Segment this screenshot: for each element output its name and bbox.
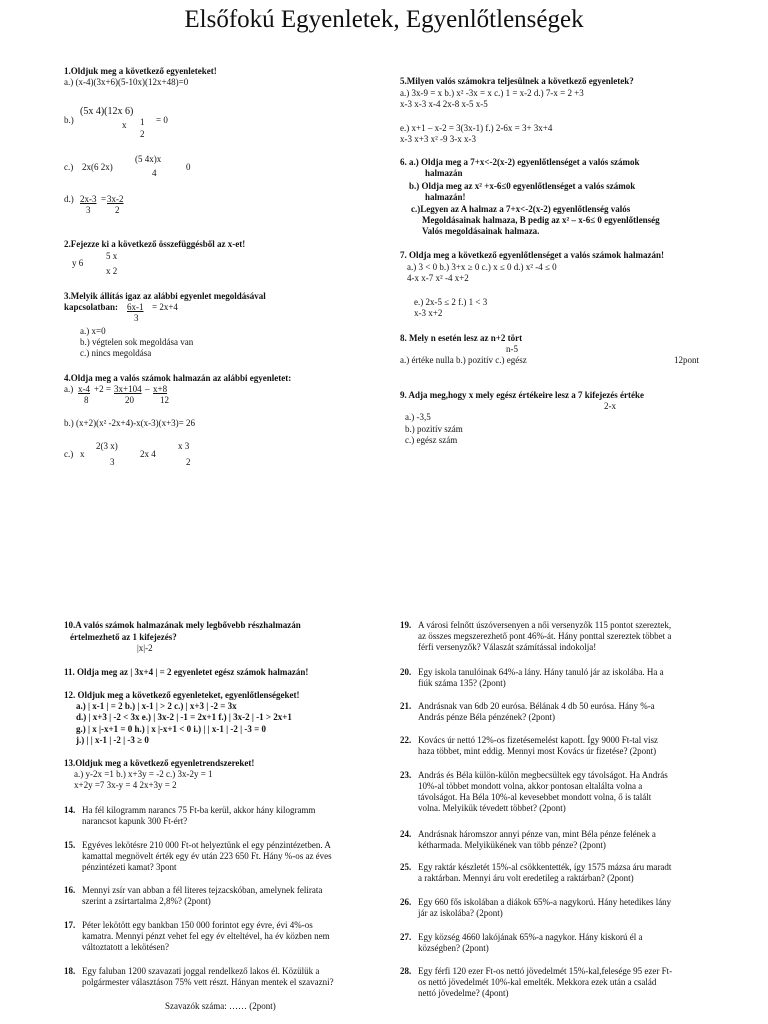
q25-text: Egy raktár készletét 15%-al csökkentették, így 1575 mázsa áru maradt a raktárban. Mennyi áru volt eredetileg a raktárban? (2pont) [418, 862, 672, 883]
q27-number: 27. [400, 932, 412, 942]
q9-a: a.) -3,5 [405, 412, 431, 422]
q10: 10.A valós számok halmazának mely legbővebb részhalmazán [64, 620, 301, 630]
q18-number: 18. [64, 966, 76, 976]
q12-line-2: d.) | x+3 | -2 < 3x e.) | 3x-2 | -1 = 2x+1 f.) | 3x-2 | -1 > 2x+1 [76, 712, 292, 722]
q1-c-label: c.) [64, 162, 74, 172]
q6-c-2: Megoldásainak halmaza, B pedig az x² – x-6≤ 0 egyenlőtlenség [422, 215, 660, 225]
q4-a-den3: 12 [160, 395, 169, 405]
q27-text: Egy község 4660 lakójának 65%-a nagykor. Hány kiskorú él a községben? (2pont) [418, 932, 643, 953]
q3-option-c: c.) nincs megoldása [80, 348, 152, 358]
q3-eq-rest: = 2x+4 [152, 302, 178, 312]
q9-b: b.) pozitív szám [405, 424, 463, 434]
q5-line-1: a.) 3x-9 = x b.) x² -3x = x c.) 1 = x-2 d.) 7-x = 2 +3 [400, 88, 584, 98]
q2-num: 5 x [106, 251, 118, 261]
q1-c-frac-den: 4 [152, 168, 157, 178]
q20-number: 20. [400, 667, 412, 677]
q12-line-1: a.) | x-1 | = 2 b.) | x-1 | > 2 c.) | x+3 | -2 = 3x [76, 701, 237, 711]
q6-a: 6. a.) Oldja meg a 7+x<-2(x-2) egyenlőtlenséget a valós számok [400, 157, 640, 167]
q10-2: értelmezhető az 1 kifejezés? [70, 632, 177, 642]
q4-c-label: c.) [64, 449, 74, 459]
q11: 11. Oldja meg az | 3x+4 | = 2 egyenletet egész számok halmazán! [64, 667, 309, 677]
q4-a-num2: 3x+104 [114, 384, 142, 394]
q4-c-num: 2(3 x) [96, 441, 118, 451]
q17-text: Péter lekötött egy bankban 150 000 forintot egy évre, évi 4%-os kamatra. Mennyi pénzt vehet fel egy év elteltével, ha év közben nem változtatott a lekötésen? [82, 920, 330, 952]
q20-text: Egy iskola tanulóinak 64%-a lány. Hány tanuló jár az iskolába. Ha a fiúk száma 135? (2pont) [418, 667, 664, 688]
q1-d-label: d.) [64, 194, 74, 204]
q3-eq-num: 6x-1 [127, 302, 144, 312]
q21-text: Andrásnak van 6db 20 eurósa. Bélának 4 db 50 eurósa. Hány %-a András pénze Béla pénzének? (2pont) [418, 701, 655, 722]
q4-heading: 4.Oldja meg a valós számok halmazán az alábbi egyenletet: [64, 373, 292, 383]
q4-a-minus: – [145, 384, 150, 394]
q1-b-frac-num: x [122, 120, 127, 130]
q1-b-expr: (5x 4)(12x 6) [80, 106, 134, 117]
q28-number: 28. [400, 966, 412, 976]
q3-eq-den: 3 [134, 313, 139, 323]
q7-line-1-den: 4-x x-7 x² -4 x+2 [407, 273, 469, 283]
q24-text: Andrásnak háromszor annyi pénze van, mint Béla pénze felének a kétharmada. Melyikükének van több pénze? (2pont) [418, 829, 656, 850]
q6-c: c.)Legyen az A halmaz a 7+x<-2(x-2) egyenlőtlenség valós [411, 204, 631, 214]
q13-line-2: x+2y =7 3x-y = 4 2x+3y = 2 [74, 780, 177, 790]
q1-d-right-den: 2 [115, 205, 120, 215]
q7-line-2: e.) 2x-5 ≤ 2 f.) 1 < 3 [414, 297, 488, 307]
q26-number: 26. [400, 897, 412, 907]
q5-line-2: e.) x+1 – x-2 = 3(3x-1) f.) 2-6x = 3+ 3x+4 [400, 123, 553, 133]
q3-heading: 3.Melyik állítás igaz az alábbi egyenlet megoldásával [64, 291, 266, 301]
q3-option-b: b.) végtelen sok megoldása van [80, 337, 194, 347]
q2-heading: 2.Fejezze ki a következő összefüggésből az x-et! [64, 239, 246, 249]
q15-number: 15. [64, 840, 76, 850]
q9-den: 2-x [604, 401, 616, 411]
q4-a-label: a.) [64, 384, 74, 394]
q4-c-den: 3 [110, 457, 115, 467]
q18-answer-line: Szavazók száma: …… (2pont) [165, 1001, 276, 1011]
q1-c-expr: 2x(6 2x) [82, 162, 113, 172]
q25-number: 25. [400, 862, 412, 872]
q23-number: 23. [400, 770, 412, 780]
q19-number: 19. [400, 620, 412, 630]
q4-a-num3: x+8 [153, 384, 168, 394]
q6-b: b.) Oldja meg az x² +x-6≤0 egyenlőtlenséget a valós számok [409, 181, 636, 191]
q8-den: n-5 [506, 344, 518, 354]
q19-text: A városi felnőtt úszóversenyen a női versenyzők 115 pontot szereztek, az összes megszerezhető pont 46%-át. Hány ponttal szereztek többet a férfi versenyzők? Válaszát számítással indokolja! [418, 620, 672, 652]
q4-a-num1: x-4 [78, 384, 90, 394]
q14-number: 14. [64, 805, 76, 815]
q8-options: a.) értéke nulla b.) pozitív c.) egész [400, 355, 527, 365]
q10-den: |x|-2 [137, 643, 153, 653]
q12-line-4: j.) | | x-1 | -2 | -3 ≥ 0 [76, 735, 149, 745]
q17-number: 17. [64, 920, 76, 930]
q21-number: 21. [400, 701, 412, 711]
q2-den: x 2 [106, 266, 118, 276]
q13-line-1: a.) y-2x =1 b.) x+3y = -2 c.) 3x-2y = 1 [74, 769, 213, 779]
q1-heading: 1.Oldjuk meg a következő egyenleteket! [64, 66, 217, 76]
q1-b-frac-sub-num: 1 [140, 117, 145, 127]
q1-b-eq: = 0 [156, 115, 168, 125]
q4-a-mid: +2 = [94, 384, 111, 394]
q1-c-frac-num: (5 4x)x [135, 154, 162, 164]
q4-c-x: x [80, 449, 85, 459]
q28-text: Egy férfi 120 ezer Ft-os nettó jövedelmét 15%-kal,felesége 95 ezer Ft- os nettó jövedelmét 10%-kal emelték. Mekkora ezek után a család nettó jövedelme? (4pont) [418, 966, 673, 998]
q16-number: 16. [64, 885, 76, 895]
q5-line-2-den: x-3 x+3 x² -9 3-x x-3 [400, 134, 477, 144]
q5-heading: 5.Milyen valós számokra teljesülnek a következő egyenletek? [400, 76, 634, 86]
q12: 12. Oldjuk meg a következő egyenleteket, egyenlőtlenségeket! [64, 690, 300, 700]
q5-line-1-den: x-3 x-3 x-4 2x-8 x-5 x-5 [400, 99, 488, 109]
q9-c: c.) egész szám [405, 435, 458, 445]
page-title: Elsőfokú Egyenletek, Egyenlőtlenségek [184, 6, 584, 33]
q24-number: 24. [400, 829, 412, 839]
q4-a-den2: 20 [125, 395, 134, 405]
q8-heading: 8. Mely n esetén lesz az n+2 tört [400, 333, 523, 343]
q16-text: Mennyi zsír van abban a fél literes tejzacskóban, amelynek felirata szerint a zsírtartalma 2,8%? (2pont) [82, 885, 323, 906]
q14-text: Ha fél kilogramm narancs 75 Ft-ba kerül, akkor hány kilogramm narancsot kapunk 300 Ft-ért? [82, 805, 316, 826]
q1-d-left-num: 2x-3 [80, 194, 97, 204]
q1-d-right-num: 3x-2 [107, 194, 124, 204]
q6-c-3: Valós megoldásainak halmaza. [422, 226, 540, 236]
q22-number: 22. [400, 735, 412, 745]
q22-text: Kovács úr nettó 12%-os fizetésemelést kapott. Így 9000 Ft-tal visz haza többet, mint eddig. Mennyi most Kovács úr fizetése? (2pont) [418, 735, 658, 756]
q8-points: 12pont [674, 355, 700, 365]
q4-c-mid: 2x 4 [140, 449, 156, 459]
q1-a: a.) (x-4)(3x+6)(5-10x)(12x+48)=0 [64, 77, 189, 87]
q4-c-den2: 2 [186, 457, 191, 467]
q13: 13.Oldjuk meg a következő egyenletrendszereket! [64, 758, 255, 768]
q6-b-2: halmazán! [425, 192, 466, 202]
q9-heading: 9. Adja meg,hogy x mely egész értékeire lesz a 7 kifejezés értéke [400, 390, 644, 400]
q15-text: Egyéves lekötésre 210 000 Ft-ot helyeztünk el egy pénzintézetben. A kamattal megnövelt érték egy év után 223 650 Ft. Hány %-os az éves pénzintézeti kamat? 3pont [82, 840, 332, 872]
q4-a-den1: 8 [84, 395, 89, 405]
q3-heading-2: kapcsolatban: [64, 302, 119, 312]
q2-left: y 6 [72, 258, 84, 268]
q18-text: Egy faluban 1200 szavazati joggal rendelkező lakos él. Közülük a polgármester választáson 75% vett részt. Hányan mentek el szavazni? [82, 966, 334, 987]
q1-d-eq: = [101, 194, 107, 204]
q7-heading: 7. Oldja meg a következő egyenlőtlenséget a valós számok halmazán! [400, 250, 664, 260]
q1-c-eq: 0 [186, 162, 191, 172]
q4-c-num2: x 3 [178, 441, 190, 451]
q3-option-a: a.) x=0 [80, 326, 106, 336]
q26-text: Egy 660 fős iskolában a diákok 65%-a nagykorú. Hány hetedikes lány jár az iskolába? (2pont) [418, 897, 672, 918]
q1-b-label: b.) [64, 115, 74, 125]
q6-a-2: halmazán [425, 168, 463, 178]
q1-b-frac-sub-den: 2 [140, 129, 145, 139]
q7-line-2-den: x-3 x+2 [414, 308, 443, 318]
q7-line-1: a.) 3 < 0 b.) 3+x ≥ 0 c.) x ≤ 0 d.) x² -4 ≤ 0 [407, 262, 557, 272]
q4-b: b.) (x+2)(x² -2x+4)-x(x-3)(x+3)= 26 [64, 418, 195, 428]
q23-text: András és Béla külön-külön megbecsültek egy távolságot. Ha András 10%-al többet mondott volna, akkor pontosan eltalálta volna a távolságot. Ha Béla 10%-al kevesebbet mondott volna, ő is talált volna. Melyikük tévedett többet? (2pont) [418, 770, 668, 813]
q1-d-left-den: 3 [86, 205, 91, 215]
q12-line-3: g.) | x |-x+1 = 0 h.) | x |-x+1 < 0 i.) | | x-1 | -2 | -3 = 0 [76, 724, 266, 734]
